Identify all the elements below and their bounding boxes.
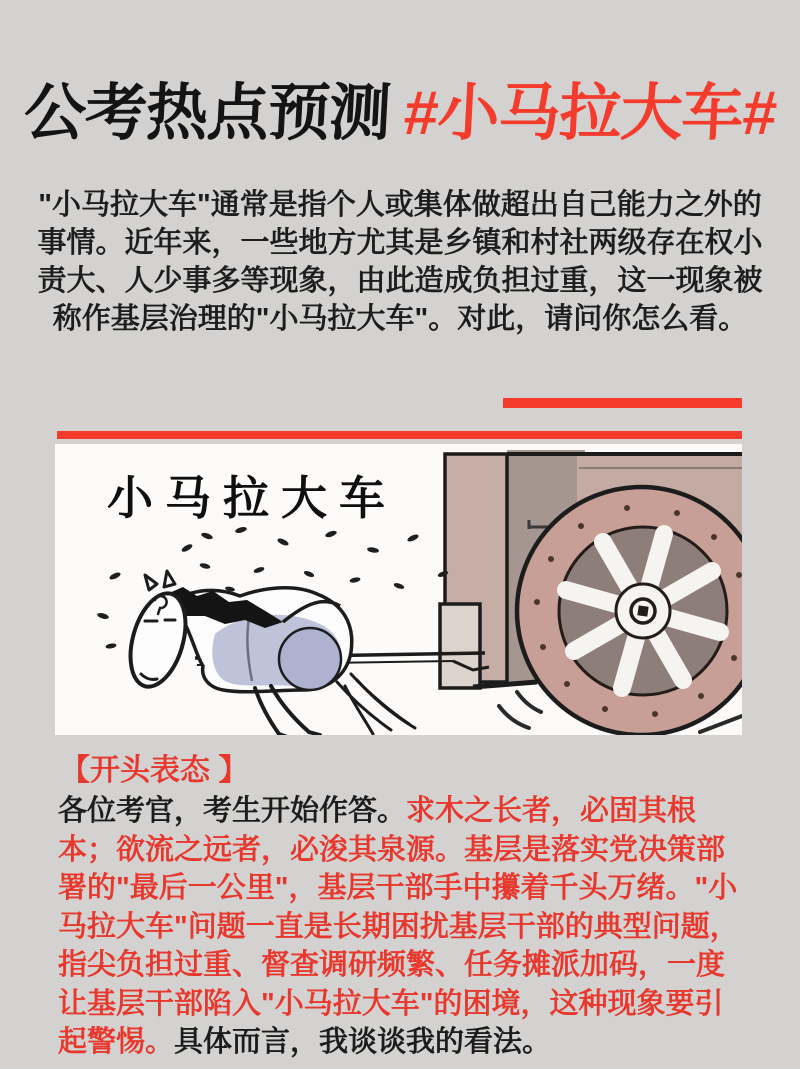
intro-paragraph: "小马拉大车"通常是指个人或集体做超出自己能力之外的事情。近年来，一些地方尤其是乡镇和村社两级存在权小责大、人少事多等现象，由此造成负担过重，这一现象被称作基层治理的"小马拉大车"。对此，请问你怎么看。 [37,189,763,335]
red-divider-short [503,398,742,408]
cart-figure [440,450,742,735]
answer-paragraph [58,792,748,1062]
illustration-caption: 小马拉大车 [107,472,397,524]
horse-ears [145,571,175,590]
answer-quote: 求木之长者，必固其根本；欲流之远者，必浚其泉源。基层是落实党决策部署的"最后一公里"，基层干部手中攥着千头万绪。"小马拉大车"问题一直是长期困扰基层干部的典型问题，指尖负担过重、督查调研频繁、任务摊派加码，一度让基层干部陷入"小马拉大车"的困境，这种现象要引起警惕。 [58,795,739,1058]
cart-wheel [517,487,742,735]
red-divider-long [57,431,742,439]
cartoon-illustration [55,444,742,735]
cart-lower-post [440,604,480,688]
page-title [0,80,800,148]
answer-heading: 【开头表态 】 [60,754,249,787]
answer-lead: 各位考官，考生开始作答。 [58,795,407,827]
title-hashtag: #小马拉大车# [402,79,778,148]
horse-figure [97,526,449,735]
horse-haunch [279,628,341,690]
title-text: 公考热点预测 [22,79,392,148]
answer-tail: 具体而言，我谈谈我的看法。 [174,1026,552,1058]
